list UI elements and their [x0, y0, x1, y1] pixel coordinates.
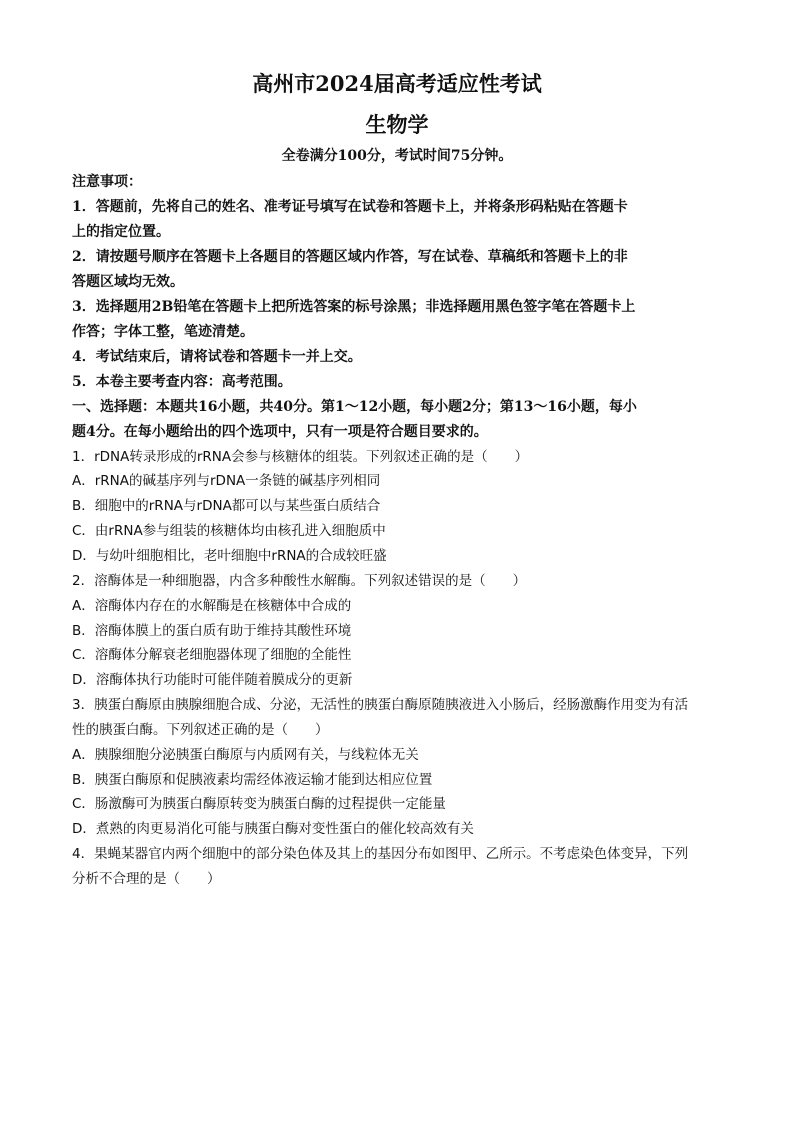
section-heading: 一、选择题：本题共16小题，共40分。第1～12小题，每小题2分；第13～16小题，每小 — [72, 399, 637, 415]
question-option: D．溶酶体执行功能时可能伴随着膜成分的更新 — [72, 672, 353, 688]
notice-line: 5．本卷主要考查内容：高考范围。 — [72, 374, 292, 390]
question-stem: 1．rDNA转录形成的rRNA会参与核糖体的组装。下列叙述正确的是（ ） — [72, 449, 529, 465]
section-heading: 题4分。在每小题给出的四个选项中，只有一项是符合题目要求的。 — [72, 424, 488, 440]
exam-title: 高州市2024届高考适应性考试 — [252, 71, 542, 96]
notice-line: 答题区域均无效。 — [72, 274, 184, 290]
question-option: B．溶酶体膜上的蛋白质有助于维持其酸性环境 — [72, 623, 352, 639]
notice-line: 3．选择题用2B铅笔在答题卡上把所选答案的标号涂黑；非选择题用黑色签字笔在答题卡上 — [72, 299, 636, 315]
notice-line: 4．考试结束后，请将试卷和答题卡一并上交。 — [72, 349, 362, 365]
question-stem: 2．溶酶体是一种细胞器，内含多种酸性水解酶。下列叙述错误的是（ ） — [72, 573, 527, 589]
question-option: D．与幼叶细胞相比，老叶细胞中rRNA的合成较旺盛 — [72, 548, 387, 564]
question-option: A．溶酶体内存在的水解酶是在核糖体中合成的 — [72, 598, 352, 614]
notice-line: 1．答题前，先将自己的姓名、准考证号填写在试卷和答题卡上，并将条形码粘贴在答题卡 — [72, 199, 628, 215]
exam-info: 全卷满分100分，考试时间75分钟。 — [281, 148, 513, 164]
question-option: C．肠激酶可为胰蛋白酶原转变为胰蛋白酶的过程提供一定能量 — [72, 796, 446, 812]
question-stem: 分析不合理的是（ ） — [72, 871, 221, 887]
question-option: C．溶酶体分解衰老细胞器体现了细胞的全能性 — [72, 647, 352, 663]
question-option: A．rRNA的碱基序列与rDNA一条链的碱基序列相同 — [72, 473, 381, 489]
question-option: C．由rRNA参与组装的核糖体均由核孔进入细胞质中 — [72, 523, 386, 539]
question-option: A．胰腺细胞分泌胰蛋白酶原与内质网有关，与线粒体无关 — [72, 747, 419, 763]
notice-line: 上的指定位置。 — [72, 224, 170, 240]
notice-heading: 注意事项： — [72, 174, 142, 190]
question-stem: 3．胰蛋白酶原由胰腺细胞合成、分泌，无活性的胰蛋白酶原随胰液进入小肠后，经肠激酶作用变为有活 — [72, 697, 689, 713]
question-option: B．细胞中的rRNA与rDNA都可以与某些蛋白质结合 — [72, 498, 381, 514]
question-option: D．煮熟的肉更易消化可能与胰蛋白酶对变性蛋白的催化较高效有关 — [72, 821, 474, 837]
subject-title: 生物学 — [365, 112, 429, 137]
question-stem: 性的胰蛋白酶。下列叙述正确的是（ ） — [72, 722, 329, 738]
notice-line: 2．请按题号顺序在答题卡上各题目的答题区域内作答，写在试卷、草稿纸和答题卡上的非 — [72, 249, 628, 265]
notice-line: 作答；字体工整，笔迹清楚。 — [72, 324, 254, 340]
question-option: B．胰蛋白酶原和促胰液素均需经体液运输才能到达相应位置 — [72, 772, 433, 788]
question-stem: 4．果蝇某器官内两个细胞中的部分染色体及其上的基因分布如图甲、乙所示。不考虑染色体变异，下列 — [72, 846, 689, 862]
